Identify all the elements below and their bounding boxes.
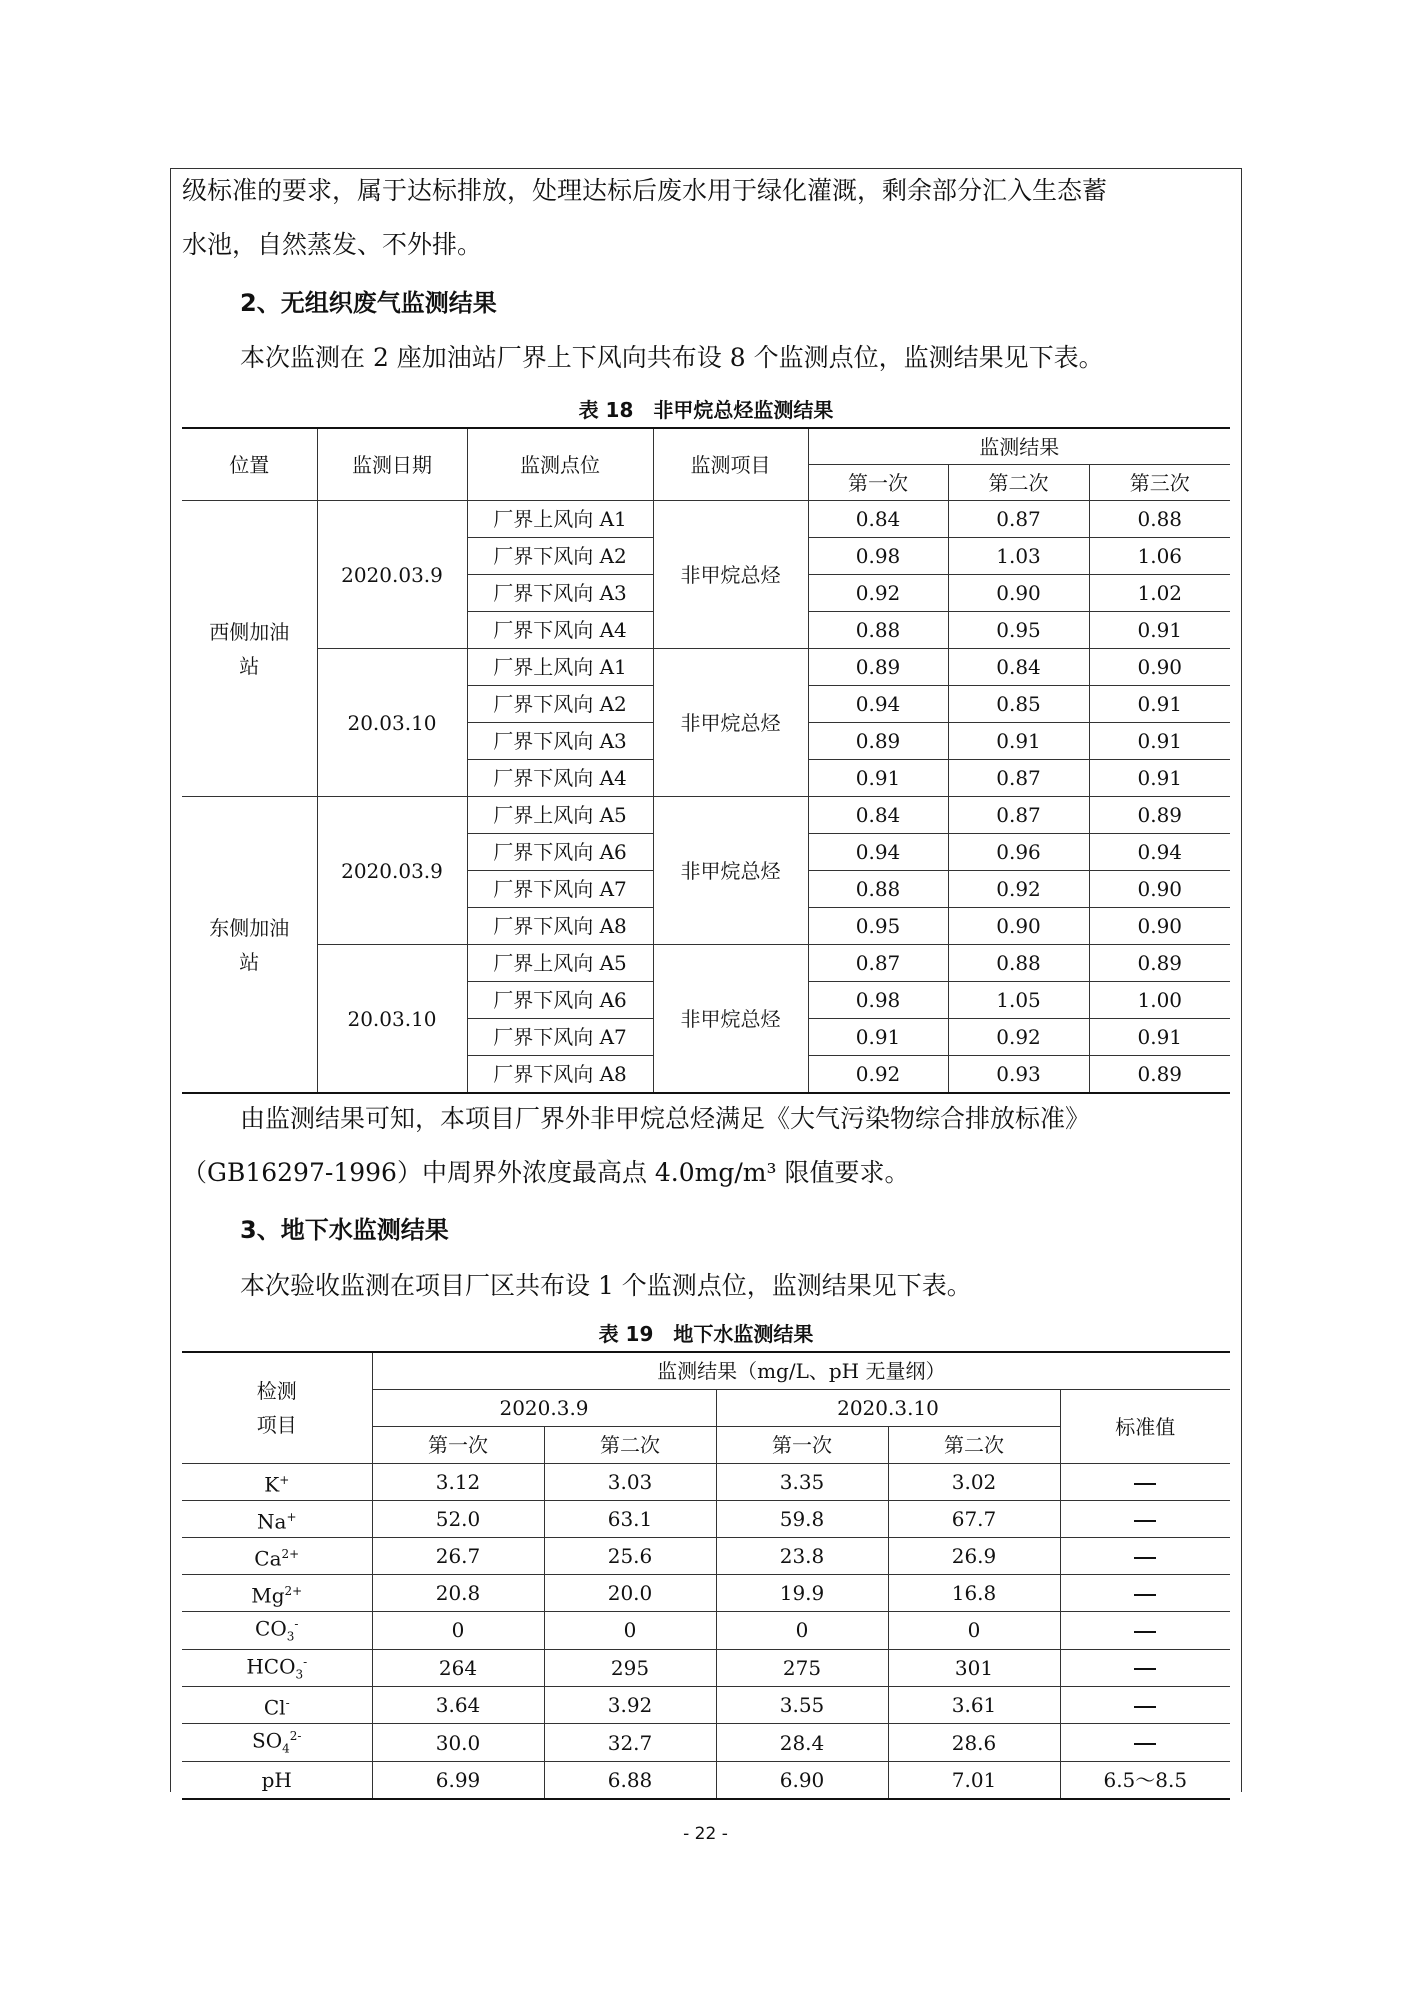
header-date1: 2020.3.9	[372, 1390, 716, 1427]
cell-value: 0.91	[1089, 612, 1230, 649]
cell-value: 0.90	[1089, 908, 1230, 945]
cell-value: 0.89	[1089, 1056, 1230, 1094]
cell-value: 3.35	[716, 1464, 888, 1501]
cell-item: 非甲烷总烃	[653, 649, 808, 797]
item-formula: Ca	[254, 1546, 282, 1571]
item-formula: K	[264, 1472, 280, 1497]
dash-mark	[1134, 1594, 1156, 1596]
cell-value: 0.98	[808, 538, 948, 575]
cell-value: 23.8	[716, 1538, 888, 1575]
cell-value: 26.9	[888, 1538, 1060, 1575]
cell-value: 0	[716, 1612, 888, 1650]
table-nmhc	[182, 427, 1230, 1094]
cell-value: 6.90	[716, 1761, 888, 1799]
cell-value: 0.91	[1089, 723, 1230, 760]
cell-point: 厂界下风向 A6	[467, 982, 653, 1019]
cell-item	[182, 1538, 372, 1575]
cell-value: 0.89	[1089, 945, 1230, 982]
table-row	[182, 1649, 1230, 1687]
dash-mark	[1134, 1483, 1156, 1485]
cell-value: 0	[544, 1612, 716, 1650]
item-formula: SO	[252, 1728, 283, 1753]
cell-value: 275	[716, 1649, 888, 1687]
paragraph-line: 水池，自然蒸发、不外排。	[182, 230, 483, 259]
cell-value: 0.88	[948, 945, 1089, 982]
item-superscript: -	[303, 1654, 308, 1669]
cell-point: 厂界下风向 A8	[467, 1056, 653, 1094]
cell-point: 厂界上风向 A1	[467, 501, 653, 538]
item-formula: Cl	[263, 1695, 286, 1720]
cell-value: 0.85	[948, 686, 1089, 723]
cell-point: 厂界上风向 A1	[467, 649, 653, 686]
cell-value: 26.7	[372, 1538, 544, 1575]
table-row	[182, 945, 1230, 982]
cell-point: 厂界下风向 A7	[467, 1019, 653, 1056]
item-superscript: 2+	[281, 1546, 300, 1561]
cell-value: 0.92	[808, 1056, 948, 1094]
cell-item: 非甲烷总烃	[653, 501, 808, 649]
cell-value: 3.12	[372, 1464, 544, 1501]
cell-value: 3.02	[888, 1464, 1060, 1501]
cell-value: 0.84	[808, 797, 948, 834]
section-heading: 2、无组织废气监测结果	[240, 289, 497, 317]
cell-item	[182, 1612, 372, 1650]
dash-mark	[1134, 1668, 1156, 1670]
header-second: 第二次	[544, 1427, 716, 1464]
cell-point: 厂界下风向 A3	[467, 723, 653, 760]
cell-value: 0.88	[1089, 501, 1230, 538]
item-formula: CO	[255, 1616, 287, 1641]
cell-position	[182, 797, 317, 1094]
header-item: 监测项目	[653, 428, 808, 501]
table-row	[182, 649, 1230, 686]
cell-date: 2020.03.9	[317, 501, 467, 649]
cell-position-text: 西侧加油站	[209, 619, 290, 678]
cell-item	[182, 1724, 372, 1762]
cell-value: 3.92	[544, 1687, 716, 1724]
paragraph-line: 由监测结果可知，本项目厂界外非甲烷总烃满足《大气污染物综合排放标准》	[240, 1104, 1091, 1133]
cell-value: 30.0	[372, 1724, 544, 1762]
cell-value: 1.05	[948, 982, 1089, 1019]
cell-value: 0.94	[808, 834, 948, 871]
cell-value: 0.91	[1089, 1019, 1230, 1056]
table-row	[182, 1464, 1230, 1501]
cell-value: 0	[888, 1612, 1060, 1650]
cell-point: 厂界上风向 A5	[467, 797, 653, 834]
cell-value: 0.91	[948, 723, 1089, 760]
cell-date: 20.03.10	[317, 945, 467, 1094]
dash-mark	[1134, 1743, 1156, 1745]
cell-value: 67.7	[888, 1501, 1060, 1538]
cell-value: 20.8	[372, 1575, 544, 1612]
cell-value: 1.00	[1089, 982, 1230, 1019]
item-formula: pH	[261, 1767, 292, 1792]
cell-value: 0.84	[948, 649, 1089, 686]
cell-value: 0.91	[808, 1019, 948, 1056]
cell-point: 厂界下风向 A7	[467, 871, 653, 908]
cell-value: 0.89	[1089, 797, 1230, 834]
cell-value: 0.92	[948, 1019, 1089, 1056]
item-superscript: 2-	[289, 1729, 302, 1744]
cell-item: 非甲烷总烃	[653, 945, 808, 1094]
header-third: 第三次	[1089, 465, 1230, 501]
cell-value: 295	[544, 1649, 716, 1687]
table-row	[182, 1538, 1230, 1575]
cell-standard	[1060, 1612, 1230, 1650]
cell-value: 264	[372, 1649, 544, 1687]
paragraph-line: 本次监测在 2 座加油站厂界上下风向共布设 8 个监测点位，监测结果见下表。	[240, 343, 1104, 372]
cell-date: 20.03.10	[317, 649, 467, 797]
item-formula: Na	[257, 1509, 287, 1534]
cell-position-text: 东侧加油站	[209, 915, 290, 974]
item-superscript: +	[286, 1509, 297, 1524]
cell-value: 0.95	[808, 908, 948, 945]
table-groundwater	[182, 1351, 1230, 1800]
cell-value: 0.84	[808, 501, 948, 538]
cell-standard	[1060, 1649, 1230, 1687]
table-caption: 表 18 非甲烷总烃监测结果	[578, 398, 834, 422]
cell-value: 28.6	[888, 1724, 1060, 1762]
cell-value: 28.4	[716, 1724, 888, 1762]
header-standard: 标准值	[1060, 1390, 1230, 1464]
item-superscript: -	[285, 1695, 290, 1710]
cell-value: 0.87	[808, 945, 948, 982]
cell-point: 厂界下风向 A3	[467, 575, 653, 612]
cell-standard: 6.5～8.5	[1060, 1761, 1230, 1799]
dash-mark	[1134, 1706, 1156, 1708]
cell-item	[182, 1687, 372, 1724]
table-row	[182, 1687, 1230, 1724]
header-date2: 2020.3.10	[716, 1390, 1060, 1427]
cell-value: 0.93	[948, 1056, 1089, 1094]
cell-value: 20.0	[544, 1575, 716, 1612]
cell-value: 0.89	[808, 723, 948, 760]
cell-point: 厂界上风向 A5	[467, 945, 653, 982]
cell-standard	[1060, 1724, 1230, 1762]
cell-point: 厂界下风向 A8	[467, 908, 653, 945]
cell-value: 0.89	[808, 649, 948, 686]
cell-value: 3.55	[716, 1687, 888, 1724]
cell-value: 0.90	[1089, 649, 1230, 686]
cell-value: 25.6	[544, 1538, 716, 1575]
cell-value: 6.99	[372, 1761, 544, 1799]
cell-value: 59.8	[716, 1501, 888, 1538]
table-row	[182, 1501, 1230, 1538]
cell-position	[182, 501, 317, 797]
table-caption: 表 19 地下水监测结果	[598, 1322, 814, 1346]
table-row	[182, 797, 1230, 834]
cell-value: 0	[372, 1612, 544, 1650]
table-row	[182, 501, 1230, 538]
item-formula: HCO	[246, 1654, 296, 1679]
cell-value: 0.90	[1089, 871, 1230, 908]
cell-value: 0.87	[948, 797, 1089, 834]
header-first: 第一次	[372, 1427, 544, 1464]
cell-value: 1.06	[1089, 538, 1230, 575]
item-superscript: +	[279, 1472, 290, 1487]
cell-value: 301	[888, 1649, 1060, 1687]
header-first: 第一次	[808, 465, 948, 501]
header-position: 位置	[182, 428, 317, 501]
header-first: 第一次	[716, 1427, 888, 1464]
dash-mark	[1134, 1557, 1156, 1559]
cell-value: 16.8	[888, 1575, 1060, 1612]
cell-value: 0.88	[808, 871, 948, 908]
table-row	[182, 1761, 1230, 1799]
cell-date: 2020.03.9	[317, 797, 467, 945]
cell-value: 7.01	[888, 1761, 1060, 1799]
cell-value: 0.91	[1089, 686, 1230, 723]
cell-value: 1.02	[1089, 575, 1230, 612]
table-row	[182, 1575, 1230, 1612]
table-row	[182, 1612, 1230, 1650]
cell-value: 63.1	[544, 1501, 716, 1538]
header-date: 监测日期	[317, 428, 467, 501]
cell-value: 6.88	[544, 1761, 716, 1799]
cell-value: 0.92	[808, 575, 948, 612]
item-subscript: 3	[295, 1667, 304, 1682]
cell-value: 3.64	[372, 1687, 544, 1724]
cell-standard	[1060, 1687, 1230, 1724]
cell-value: 0.96	[948, 834, 1089, 871]
cell-value: 3.03	[544, 1464, 716, 1501]
header-point: 监测点位	[467, 428, 653, 501]
header-item	[182, 1352, 372, 1464]
header-results: 监测结果（mg/L、pH 无量纲）	[372, 1352, 1230, 1390]
header-second: 第二次	[948, 465, 1089, 501]
cell-value: 0.94	[1089, 834, 1230, 871]
cell-item	[182, 1761, 372, 1799]
paragraph-line: 级标准的要求，属于达标排放，处理达标后废水用于绿化灌溉，剩余部分汇入生态蓄	[182, 176, 1108, 205]
cell-value: 0.87	[948, 760, 1089, 797]
cell-point: 厂界下风向 A6	[467, 834, 653, 871]
cell-item	[182, 1464, 372, 1501]
cell-point: 厂界下风向 A2	[467, 686, 653, 723]
cell-value: 0.94	[808, 686, 948, 723]
cell-standard	[1060, 1538, 1230, 1575]
cell-value: 19.9	[716, 1575, 888, 1612]
cell-item: 非甲烷总烃	[653, 797, 808, 945]
dash-mark	[1134, 1631, 1156, 1633]
cell-value: 32.7	[544, 1724, 716, 1762]
cell-value: 0.95	[948, 612, 1089, 649]
cell-value: 52.0	[372, 1501, 544, 1538]
cell-value: 0.88	[808, 612, 948, 649]
cell-standard	[1060, 1575, 1230, 1612]
paragraph-line: （GB16297-1996）中周界外浓度最高点 4.0mg/m³ 限值要求。	[182, 1158, 910, 1187]
cell-item	[182, 1649, 372, 1687]
cell-value: 3.61	[888, 1687, 1060, 1724]
cell-point: 厂界下风向 A4	[467, 760, 653, 797]
item-subscript: 4	[282, 1741, 290, 1756]
cell-standard	[1060, 1464, 1230, 1501]
cell-value: 0.92	[948, 871, 1089, 908]
dash-mark	[1134, 1520, 1156, 1522]
cell-item	[182, 1501, 372, 1538]
page-number: - 22 -	[683, 1824, 728, 1844]
cell-value: 0.87	[948, 501, 1089, 538]
cell-value: 1.03	[948, 538, 1089, 575]
cell-value: 0.98	[808, 982, 948, 1019]
section-heading: 3、地下水监测结果	[240, 1216, 449, 1244]
cell-point: 厂界下风向 A4	[467, 612, 653, 649]
cell-value: 0.91	[1089, 760, 1230, 797]
item-superscript: 2+	[284, 1583, 303, 1598]
header-item-text: 检测项目	[256, 1379, 297, 1437]
cell-value: 0.90	[948, 908, 1089, 945]
item-formula: Mg	[251, 1583, 285, 1608]
item-superscript: -	[294, 1617, 299, 1631]
table-row	[182, 1724, 1230, 1762]
cell-point: 厂界下风向 A2	[467, 538, 653, 575]
cell-value: 0.91	[808, 760, 948, 797]
header-second: 第二次	[888, 1427, 1060, 1464]
paragraph-line: 本次验收监测在项目厂区共布设 1 个监测点位，监测结果见下表。	[240, 1271, 972, 1300]
cell-standard	[1060, 1501, 1230, 1538]
header-results: 监测结果	[808, 428, 1230, 465]
cell-value: 0.90	[948, 575, 1089, 612]
item-subscript: 3	[286, 1629, 295, 1644]
cell-item	[182, 1575, 372, 1612]
